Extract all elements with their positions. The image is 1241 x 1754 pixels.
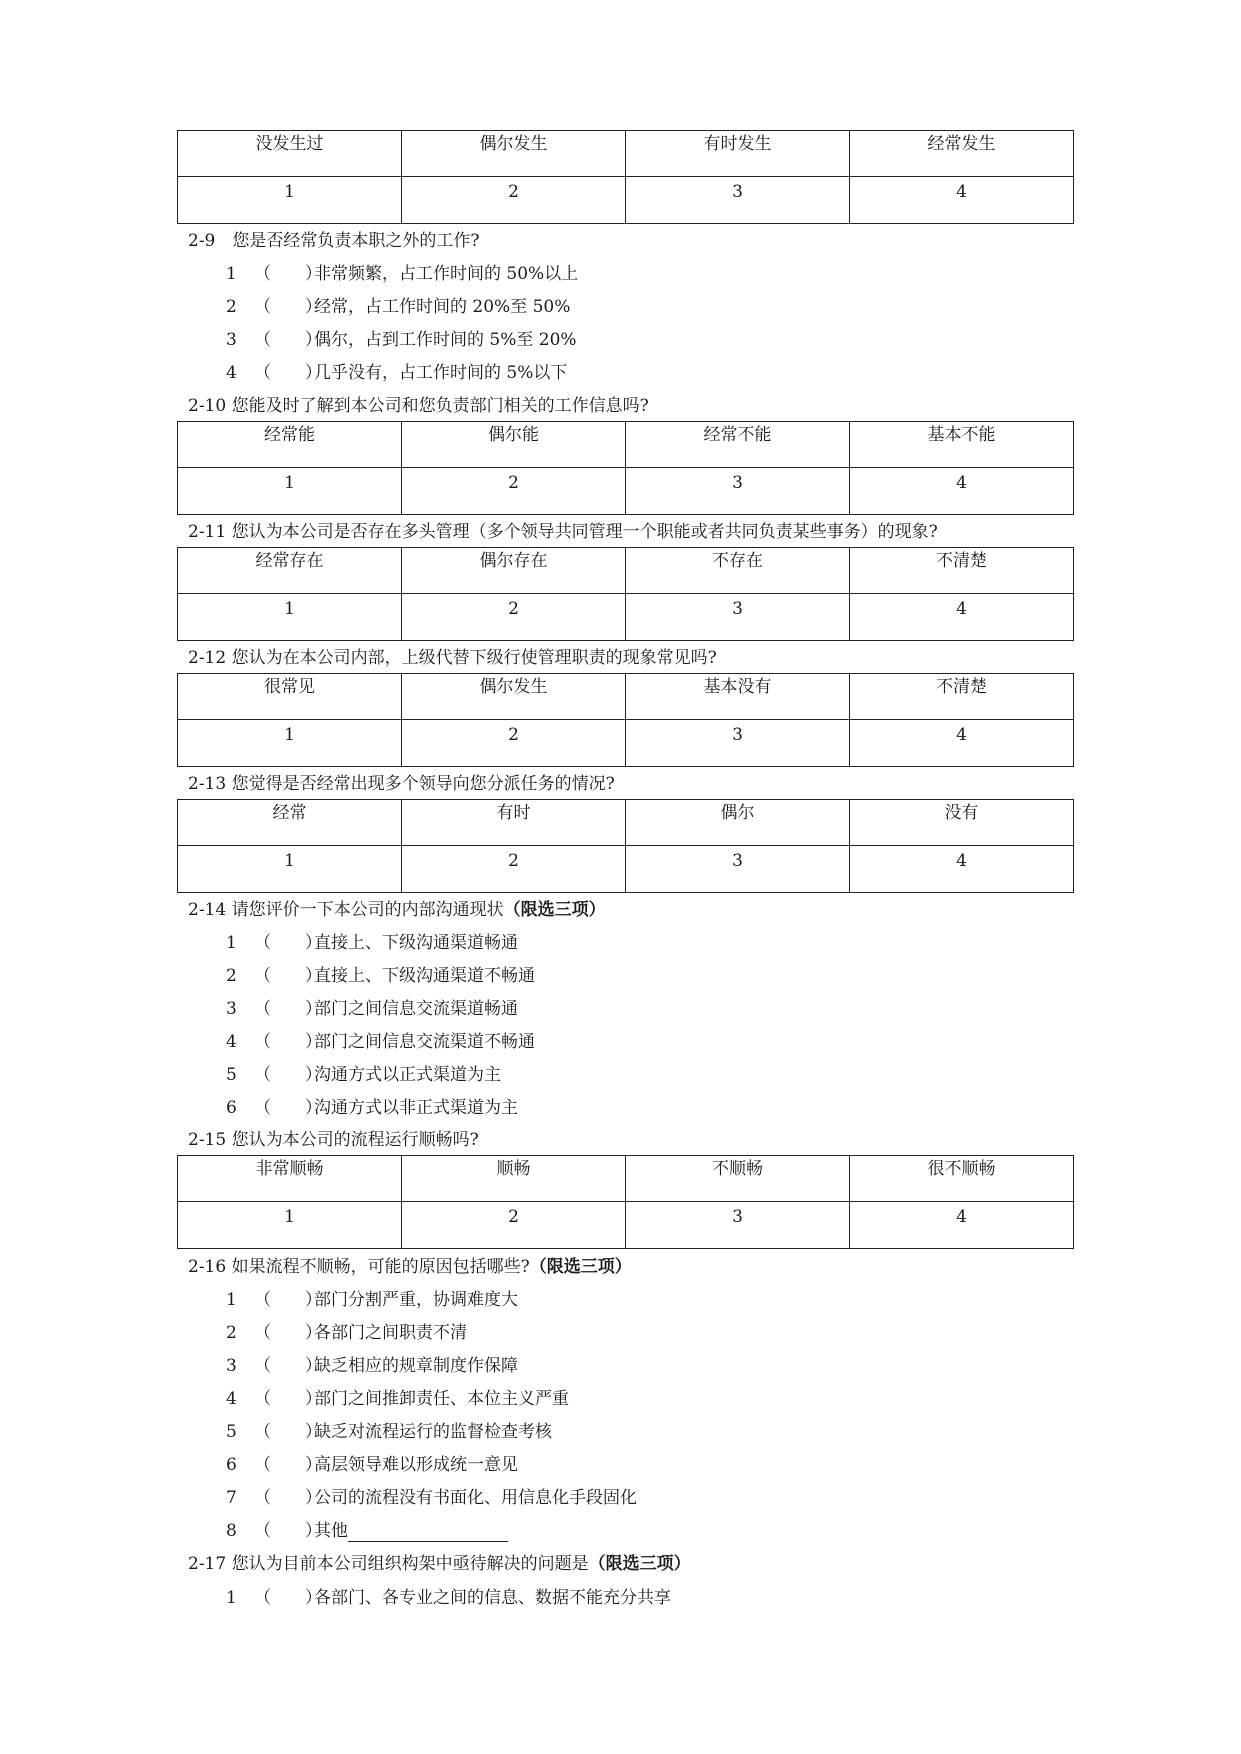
- scale-value[interactable]: 1: [178, 468, 402, 515]
- scale-value[interactable]: 2: [402, 177, 626, 224]
- scale-value[interactable]: 3: [626, 1202, 850, 1249]
- fill-in-blank[interactable]: [348, 1524, 508, 1542]
- scale-value[interactable]: 1: [178, 846, 402, 893]
- option-checkbox[interactable]: （ ）: [254, 1356, 322, 1376]
- option-number: 1: [226, 933, 237, 953]
- option-label: 经常，占工作时间的 20%至 50%: [314, 297, 571, 317]
- option-label: 高层领导难以形成统一意见: [314, 1455, 518, 1475]
- option-number: 4: [226, 363, 237, 383]
- option-number: 1: [226, 1290, 237, 1310]
- option-number: 2: [226, 966, 237, 986]
- scale-header: 没有: [850, 800, 1074, 846]
- option-label: 各部门之间职责不清: [314, 1323, 467, 1343]
- scale-value[interactable]: 4: [850, 594, 1074, 641]
- scale-header: 很不顺畅: [850, 1156, 1074, 1202]
- option-checkbox[interactable]: （ ）: [254, 1323, 322, 1343]
- option-label: 部门分割严重，协调难度大: [314, 1290, 518, 1310]
- scale-header: 经常存在: [178, 548, 402, 594]
- scale-value[interactable]: 4: [850, 468, 1074, 515]
- option-number: 3: [226, 330, 237, 350]
- option-number: 2: [226, 1323, 237, 1343]
- option-checkbox[interactable]: （ ）: [254, 264, 322, 284]
- option-number: 5: [226, 1422, 237, 1442]
- scale-value[interactable]: 2: [402, 846, 626, 893]
- multi-management-scale-table: [177, 547, 1074, 641]
- option-label: 公司的流程没有书面化、用信息化手段固化: [314, 1488, 637, 1508]
- option-label: 几乎没有，占工作时间的 5%以下: [314, 363, 568, 383]
- scale-value[interactable]: 4: [850, 720, 1074, 767]
- option-checkbox[interactable]: （ ）: [254, 1588, 322, 1608]
- scale-value[interactable]: 2: [402, 594, 626, 641]
- scale-value[interactable]: 3: [626, 846, 850, 893]
- question-title: 2-13 您觉得是否经常出现多个领导向您分派任务的情况?: [188, 774, 615, 794]
- scale-header: 经常: [178, 800, 402, 846]
- scale-header: 不存在: [626, 548, 850, 594]
- scale-header: 不清楚: [850, 548, 1074, 594]
- question-title: 2-11 您认为本公司是否存在多头管理（多个领导共同管理一个职能或者共同负责某些事务）的现象?: [188, 522, 938, 542]
- selection-note: （限选三项）: [529, 1257, 632, 1277]
- scale-header: 非常顺畅: [178, 1156, 402, 1202]
- option-label: 直接上、下级沟通渠道畅通: [314, 933, 518, 953]
- scale-value[interactable]: 3: [626, 720, 850, 767]
- option-checkbox[interactable]: （ ）: [254, 966, 322, 986]
- scale-header: 没发生过: [178, 131, 402, 177]
- option-label: 偶尔，占到工作时间的 5%至 20%: [314, 330, 577, 350]
- option-number: 4: [226, 1389, 237, 1409]
- option-checkbox[interactable]: （ ）: [254, 1488, 322, 1508]
- task-assignment-scale-table: [177, 799, 1074, 893]
- option-label: 沟通方式以正式渠道为主: [314, 1065, 501, 1085]
- option-number: 6: [226, 1455, 237, 1475]
- scale-value[interactable]: 4: [850, 177, 1074, 224]
- question-title: [188, 1553, 691, 1575]
- question-title: [188, 1256, 632, 1278]
- scale-header: 不顺畅: [626, 1156, 850, 1202]
- option-number: 8: [226, 1521, 237, 1541]
- scale-header: 基本不能: [850, 422, 1074, 468]
- selection-note: （限选三项）: [588, 1554, 691, 1574]
- option-number: 4: [226, 1032, 237, 1052]
- scale-value[interactable]: 3: [626, 177, 850, 224]
- option-number: 1: [226, 264, 237, 284]
- option-label: 缺乏相应的规章制度作保障: [314, 1356, 518, 1376]
- scale-value[interactable]: 1: [178, 1202, 402, 1249]
- process-smoothness-scale-table: [177, 1155, 1074, 1249]
- option-number: 3: [226, 1356, 237, 1376]
- option-checkbox[interactable]: （ ）: [254, 999, 322, 1019]
- option-number: 2: [226, 297, 237, 317]
- option-checkbox[interactable]: （ ）: [254, 1032, 322, 1052]
- option-checkbox[interactable]: （ ）: [254, 1389, 322, 1409]
- scale-header: 偶尔发生: [402, 131, 626, 177]
- scale-value[interactable]: 3: [626, 468, 850, 515]
- option-label: 部门之间推卸责任、本位主义严重: [314, 1389, 569, 1409]
- scale-value[interactable]: 1: [178, 594, 402, 641]
- selection-note: （限选三项）: [503, 900, 606, 920]
- frequency-scale-table: [177, 130, 1074, 224]
- option-label: 直接上、下级沟通渠道不畅通: [314, 966, 535, 986]
- option-checkbox[interactable]: （ ）: [254, 363, 322, 383]
- question-text: 2-17 您认为目前本公司组织构架中亟待解决的问题是: [188, 1554, 589, 1574]
- scale-header: 很常见: [178, 674, 402, 720]
- question-title: [188, 899, 606, 921]
- option-label: 各部门、各专业之间的信息、数据不能充分共享: [314, 1588, 671, 1608]
- option-label-with-blank: [314, 1520, 508, 1542]
- question-title: 2-12 您认为在本公司内部，上级代替下级行使管理职责的现象常见吗?: [188, 648, 717, 668]
- scale-value[interactable]: 2: [402, 468, 626, 515]
- option-label: 缺乏对流程运行的监督检查考核: [314, 1422, 552, 1442]
- question-text: 2-16 如果流程不顺畅，可能的原因包括哪些?: [188, 1257, 530, 1277]
- scale-header: 偶尔: [626, 800, 850, 846]
- question-text: 2-14 请您评价一下本公司的内部沟通现状: [188, 900, 504, 920]
- option-number: 1: [226, 1588, 237, 1608]
- question-title: 2-15 您认为本公司的流程运行顺畅吗?: [188, 1130, 479, 1150]
- scale-value[interactable]: 2: [402, 1202, 626, 1249]
- option-checkbox[interactable]: （ ）: [254, 1290, 322, 1310]
- option-number: 3: [226, 999, 237, 1019]
- scale-value[interactable]: 1: [178, 720, 402, 767]
- scale-header: 基本没有: [626, 674, 850, 720]
- delegation-scale-table: [177, 673, 1074, 767]
- scale-header: 不清楚: [850, 674, 1074, 720]
- scale-value[interactable]: 2: [402, 720, 626, 767]
- option-label: 其他: [314, 1521, 348, 1541]
- option-label: 部门之间信息交流渠道不畅通: [314, 1032, 535, 1052]
- scale-header: 有时: [402, 800, 626, 846]
- option-checkbox[interactable]: （ ）: [254, 1422, 322, 1442]
- info-access-scale-table: [177, 421, 1074, 515]
- scale-value[interactable]: 4: [850, 846, 1074, 893]
- option-label: 非常频繁，占工作时间的 50%以上: [314, 264, 579, 284]
- scale-header: 有时发生: [626, 131, 850, 177]
- option-checkbox[interactable]: （ ）: [254, 1098, 322, 1118]
- scale-header: 经常能: [178, 422, 402, 468]
- option-number: 5: [226, 1065, 237, 1085]
- scale-header: 经常不能: [626, 422, 850, 468]
- option-checkbox[interactable]: （ ）: [254, 330, 322, 350]
- option-checkbox[interactable]: （ ）: [254, 1521, 322, 1541]
- scale-header: 偶尔能: [402, 422, 626, 468]
- scale-header: 偶尔发生: [402, 674, 626, 720]
- option-number: 6: [226, 1098, 237, 1118]
- scale-value[interactable]: 4: [850, 1202, 1074, 1249]
- scale-header: 偶尔存在: [402, 548, 626, 594]
- option-number: 7: [226, 1488, 237, 1508]
- option-label: 部门之间信息交流渠道畅通: [314, 999, 518, 1019]
- question-title: 2-10 您能及时了解到本公司和您负责部门相关的工作信息吗?: [188, 396, 649, 416]
- scale-header: 顺畅: [402, 1156, 626, 1202]
- scale-header: 经常发生: [850, 131, 1074, 177]
- question-title: 2-9 您是否经常负责本职之外的工作?: [188, 231, 480, 251]
- option-label: 沟通方式以非正式渠道为主: [314, 1098, 518, 1118]
- option-checkbox[interactable]: （ ）: [254, 297, 322, 317]
- option-checkbox[interactable]: （ ）: [254, 933, 322, 953]
- scale-value[interactable]: 1: [178, 177, 402, 224]
- option-checkbox[interactable]: （ ）: [254, 1065, 322, 1085]
- scale-value[interactable]: 3: [626, 594, 850, 641]
- option-checkbox[interactable]: （ ）: [254, 1455, 322, 1475]
